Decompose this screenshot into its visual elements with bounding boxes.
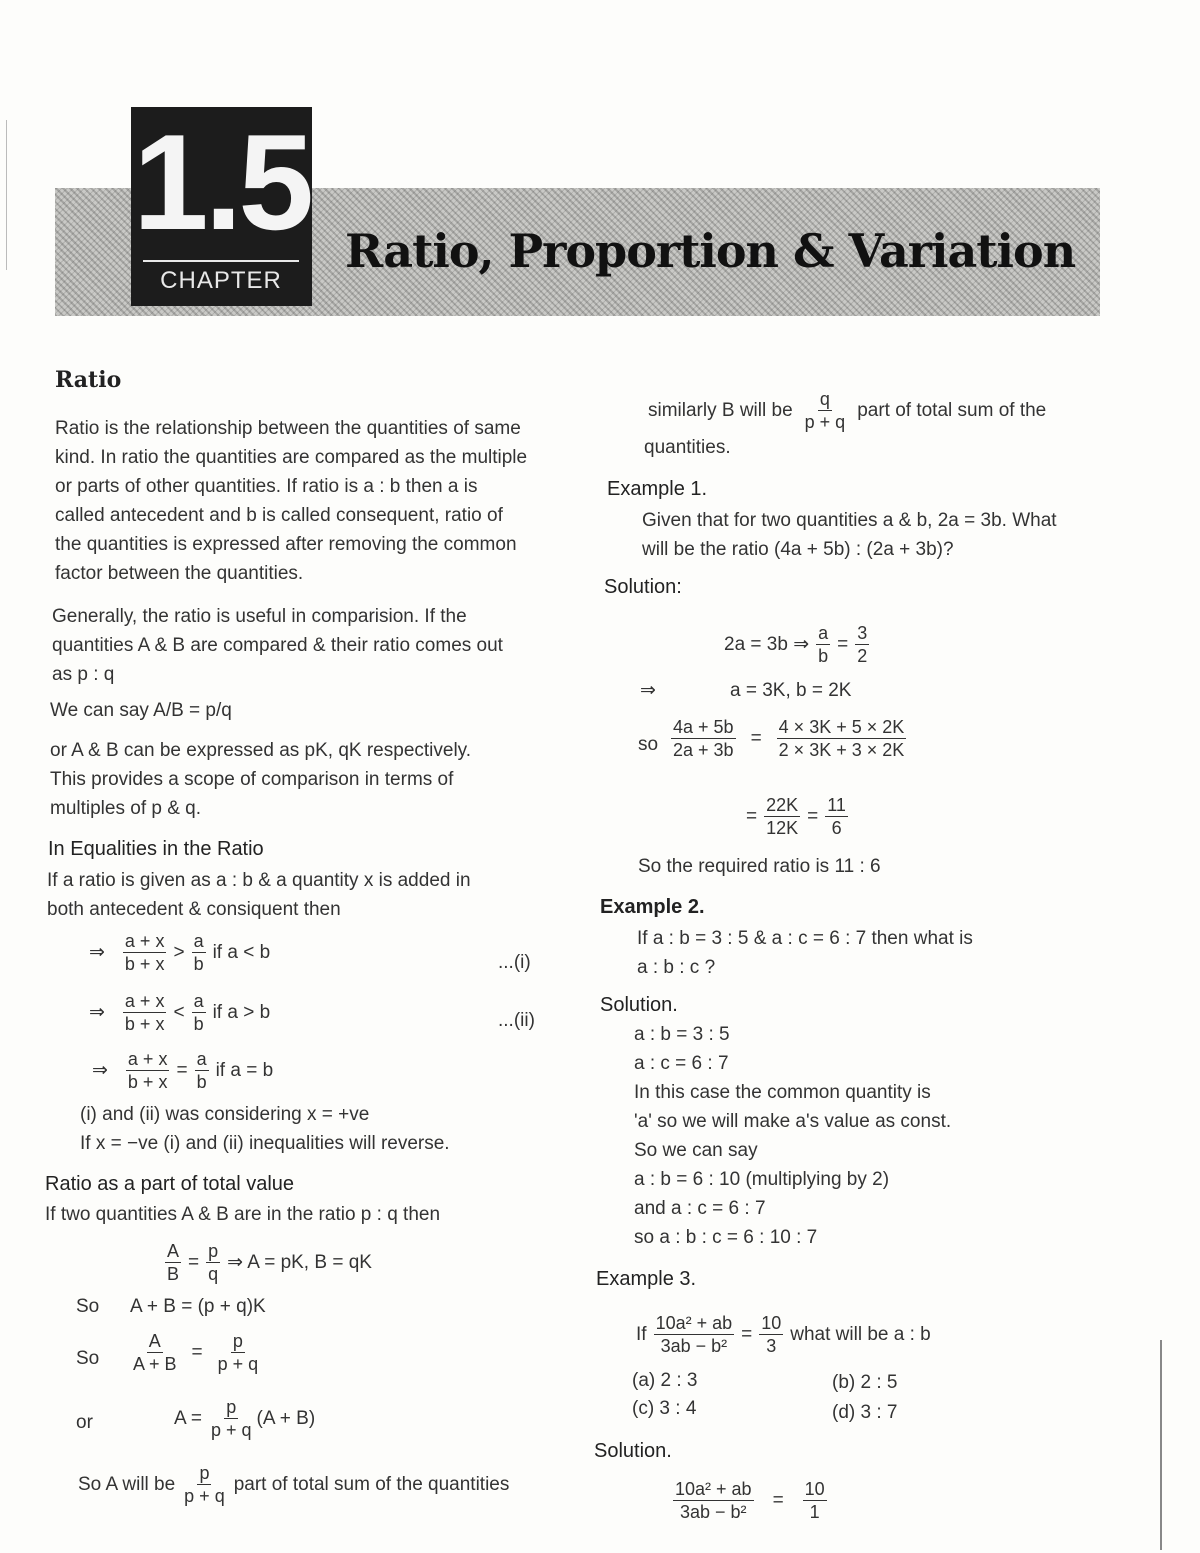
numerator: a: [193, 991, 204, 1011]
numerator: a: [193, 931, 204, 951]
b-part-continued: quantities.: [644, 437, 731, 458]
question-rest: what will be a : b: [790, 1323, 931, 1345]
fraction: [165, 1240, 181, 1285]
or-lead: or: [76, 1412, 93, 1433]
chapter-label: CHAPTER: [143, 260, 299, 298]
operator: =: [176, 1059, 188, 1081]
para-line: a : b : c ?: [637, 957, 716, 978]
numerator: 22K: [766, 795, 799, 815]
chapter-title: Ratio, Proportion & Variation: [345, 224, 1076, 278]
operator: =: [750, 727, 762, 749]
example-1-question: [642, 506, 1057, 564]
denominator: B: [167, 1264, 180, 1284]
numerator: 4 × 3K + 5 × 2K: [778, 717, 905, 737]
sum-equation: A + B = (p + q)K: [130, 1296, 266, 1317]
denominator: b: [193, 954, 204, 974]
solution-line: a : b = 3 : 5: [634, 1024, 730, 1045]
solution-3-step-1: [670, 1478, 830, 1523]
para-line: kind. In ratio the quantities are compared as the multiple: [55, 447, 528, 468]
fraction: [803, 388, 848, 433]
inequalities-intro: [47, 866, 471, 924]
para-line: If a : b = 3 : 5 & a : c = 6 : 7 then what is: [637, 928, 973, 949]
operator: <: [173, 1001, 185, 1023]
fraction: [195, 1048, 209, 1093]
denominator: b + x: [127, 1072, 168, 1092]
arrow: ⇒: [89, 942, 105, 963]
numerator: A: [148, 1331, 161, 1351]
denominator: 6: [831, 818, 842, 838]
inequality-3: [88, 1048, 277, 1093]
b-part-statement: [644, 388, 1050, 433]
numerator: q: [819, 389, 830, 409]
numerator: 10a² + ab: [655, 1313, 733, 1333]
operator: =: [746, 805, 758, 827]
numerator: 10: [804, 1479, 825, 1499]
denominator: p + q: [804, 412, 846, 432]
solution-1-step-2: a = 3K, b = 2K: [730, 680, 852, 701]
solution-2-label: Solution.: [600, 994, 678, 1016]
denominator: 3: [766, 1336, 777, 1356]
ratio-definition-paragraph: [55, 414, 527, 588]
denominator: 12K: [766, 818, 799, 838]
equation-lhs: A =: [174, 1407, 202, 1429]
option-c: (c) 3 : 4: [632, 1398, 697, 1419]
example-2-label: Example 2.: [600, 896, 705, 918]
chapter-number: 1.5: [132, 106, 311, 258]
denominator: b + x: [124, 1014, 165, 1034]
equation-tag: ...(i): [498, 952, 531, 973]
numerator: p: [199, 1463, 210, 1483]
numerator: a: [818, 623, 829, 643]
ratio-statement: We can say A/B = p/q: [50, 700, 232, 721]
a-part-statement: [74, 1462, 513, 1507]
para-line: or parts of other quantities. If ratio is a : b then a is: [55, 476, 478, 497]
operator: =: [741, 1323, 753, 1345]
statement-lead: So A will be: [78, 1473, 176, 1495]
numerator: a + x: [124, 991, 165, 1011]
multiples-paragraph: [50, 736, 471, 823]
fraction: [209, 1396, 254, 1441]
numerator: A: [167, 1241, 180, 1261]
option-b: (b) 2 : 5: [832, 1372, 898, 1393]
para-line: This provides a scope of comparison in terms of: [50, 769, 454, 790]
operator: =: [807, 805, 819, 827]
example-3-question: [632, 1312, 935, 1357]
numerator: 4a + 5b: [673, 717, 734, 737]
para-line: called antecedent and b is called consequent, ratio of: [55, 505, 503, 526]
numerator: p: [208, 1241, 219, 1261]
fraction: [654, 1312, 735, 1357]
fraction: [777, 716, 907, 761]
fraction: [192, 990, 206, 1035]
solution-3-label: Solution.: [594, 1440, 672, 1462]
denominator: q: [208, 1264, 219, 1284]
scan-edge-right: [1160, 1340, 1162, 1550]
solution-line: 'a' so we will make a's value as const.: [634, 1111, 952, 1132]
numerator: a + x: [127, 1049, 168, 1069]
condition: if a < b: [212, 941, 271, 963]
fraction: [126, 1048, 170, 1093]
solution-line: and a : c = 6 : 7: [634, 1198, 766, 1219]
example-2-question: [637, 924, 973, 982]
denominator: b + x: [124, 954, 165, 974]
para-line: or A & B can be expressed as pK, qK respectively.: [50, 740, 472, 761]
denominator: p + q: [211, 1420, 252, 1440]
scan-edge-left: [6, 120, 7, 270]
example-1-label: Example 1.: [607, 478, 708, 500]
fraction: [764, 794, 800, 839]
denominator: 3ab − b²: [680, 1502, 747, 1522]
solution-1-answer: So the required ratio is 11 : 6: [638, 856, 881, 877]
para-line: Generally, the ratio is useful in comparision. If the: [52, 606, 467, 627]
denominator: A + B: [133, 1354, 177, 1374]
operator: =: [188, 1251, 200, 1273]
part-heading: Ratio as a part of total value: [45, 1173, 295, 1195]
solution-line: a : b = 6 : 10 (multiplying by 2): [634, 1169, 890, 1190]
denominator: p + q: [184, 1486, 225, 1506]
arrow: ⇒: [92, 1060, 108, 1081]
solution-2-body: [634, 1020, 951, 1252]
inequality-1: [85, 930, 274, 975]
fraction: [803, 1478, 827, 1523]
denominator: 3ab − b²: [660, 1336, 728, 1356]
equation-tag: ...(ii): [498, 1010, 535, 1031]
para-line: the quantities is expressed after removing the common: [55, 534, 517, 555]
statement-rest: part of total sum of the: [857, 399, 1047, 421]
chapter-number-box: [131, 107, 312, 306]
fraction: [131, 1330, 179, 1375]
para-line: quantities A & B are compared & their ratio comes out: [52, 635, 503, 656]
inequalities-heading: In Equalities in the Ratio: [48, 838, 264, 860]
para-line: Ratio is the relationship between the quantities of same: [55, 418, 521, 439]
para-line: both antecedent & consiquent then: [47, 899, 341, 920]
step-arrow: ⇒: [640, 680, 656, 701]
solution-1-step-4: [742, 794, 851, 839]
fraction: [192, 930, 206, 975]
denominator: 1: [809, 1502, 820, 1522]
example-3-label: Example 3.: [596, 1268, 697, 1290]
solution-line: In this case the common quantity is: [634, 1082, 931, 1103]
option-a: (a) 2 : 3: [632, 1370, 698, 1391]
equation-ab: [162, 1240, 376, 1285]
solution-1-label: Solution:: [604, 576, 682, 598]
fraction: [206, 1240, 220, 1285]
option-d: (d) 3 : 7: [832, 1402, 898, 1423]
para-line: If a ratio is given as a : b & a quantity x is added in: [47, 870, 471, 891]
part-intro: If two quantities A & B are in the ratio p : q then: [45, 1204, 441, 1225]
operator: >: [173, 941, 185, 963]
numerator: 10: [761, 1313, 782, 1333]
so-lead: So: [76, 1296, 100, 1317]
condition: if a > b: [212, 1001, 271, 1023]
numerator: a + x: [124, 931, 165, 951]
equation-rhs: (A + B): [256, 1407, 316, 1429]
statement-rest: part of total sum of the quantities: [233, 1473, 510, 1495]
arrow: ⇒: [89, 1002, 105, 1023]
inequality-2: [85, 990, 274, 1035]
so-lead: So: [76, 1348, 100, 1369]
solution-line: So we can say: [634, 1140, 758, 1161]
comparison-paragraph: [52, 602, 503, 689]
fraction: [123, 930, 167, 975]
operator: =: [772, 1489, 784, 1511]
solution-1-step-1: [720, 622, 872, 667]
fraction: [825, 794, 848, 839]
para-line: will be the ratio (4a + 5b) : (2a + 3b)?: [642, 539, 954, 560]
fraction: [182, 1462, 227, 1507]
denominator: 2a + 3b: [673, 740, 734, 760]
so-lead: so: [638, 734, 659, 755]
fraction: [759, 1312, 783, 1357]
condition: if a = b: [215, 1059, 274, 1081]
numerator: p: [226, 1397, 237, 1417]
para-line: multiples of p & q.: [50, 798, 202, 819]
fraction: [673, 1478, 754, 1523]
question-lead: If: [636, 1323, 647, 1345]
para-line: as p : q: [52, 664, 115, 685]
denominator: b: [196, 1072, 207, 1092]
denominator: b: [193, 1014, 204, 1034]
equation-proportion: [128, 1330, 263, 1375]
denominator: 2 × 3K + 3 × 2K: [778, 740, 905, 760]
denominator: p + q: [217, 1354, 259, 1374]
numerator: a: [196, 1049, 207, 1069]
solution-line: a : c = 6 : 7: [634, 1053, 729, 1074]
ratio-heading: Ratio: [55, 367, 122, 393]
solution-1-step-3: [668, 716, 909, 761]
solution-line: so a : b : c = 6 : 10 : 7: [634, 1227, 818, 1248]
numerator: 11: [827, 795, 846, 815]
equation-rest: ⇒ A = pK, B = qK: [227, 1252, 372, 1273]
denominator: 2: [857, 646, 868, 666]
para-line: Given that for two quantities a & b, 2a = 3b. What: [642, 510, 1057, 531]
statement-lead: similarly B will be: [648, 399, 793, 421]
fraction: [123, 990, 167, 1035]
fraction: [671, 716, 736, 761]
fraction: [855, 622, 869, 667]
note-negative: If x = −ve (i) and (ii) inequalities will reverse.: [80, 1133, 450, 1154]
equation-a: [170, 1396, 315, 1441]
operator: =: [191, 1341, 203, 1363]
fraction: [216, 1330, 261, 1375]
denominator: b: [818, 646, 829, 666]
fraction: [816, 622, 830, 667]
numerator: 3: [857, 623, 868, 643]
para-line: factor between the quantities.: [55, 563, 304, 584]
operator: =: [837, 633, 849, 655]
numerator: p: [232, 1331, 243, 1351]
numerator: 10a² + ab: [675, 1479, 752, 1499]
note-positive: (i) and (ii) was considering x = +ve: [80, 1104, 370, 1125]
step-text: 2a = 3b ⇒: [724, 634, 810, 655]
